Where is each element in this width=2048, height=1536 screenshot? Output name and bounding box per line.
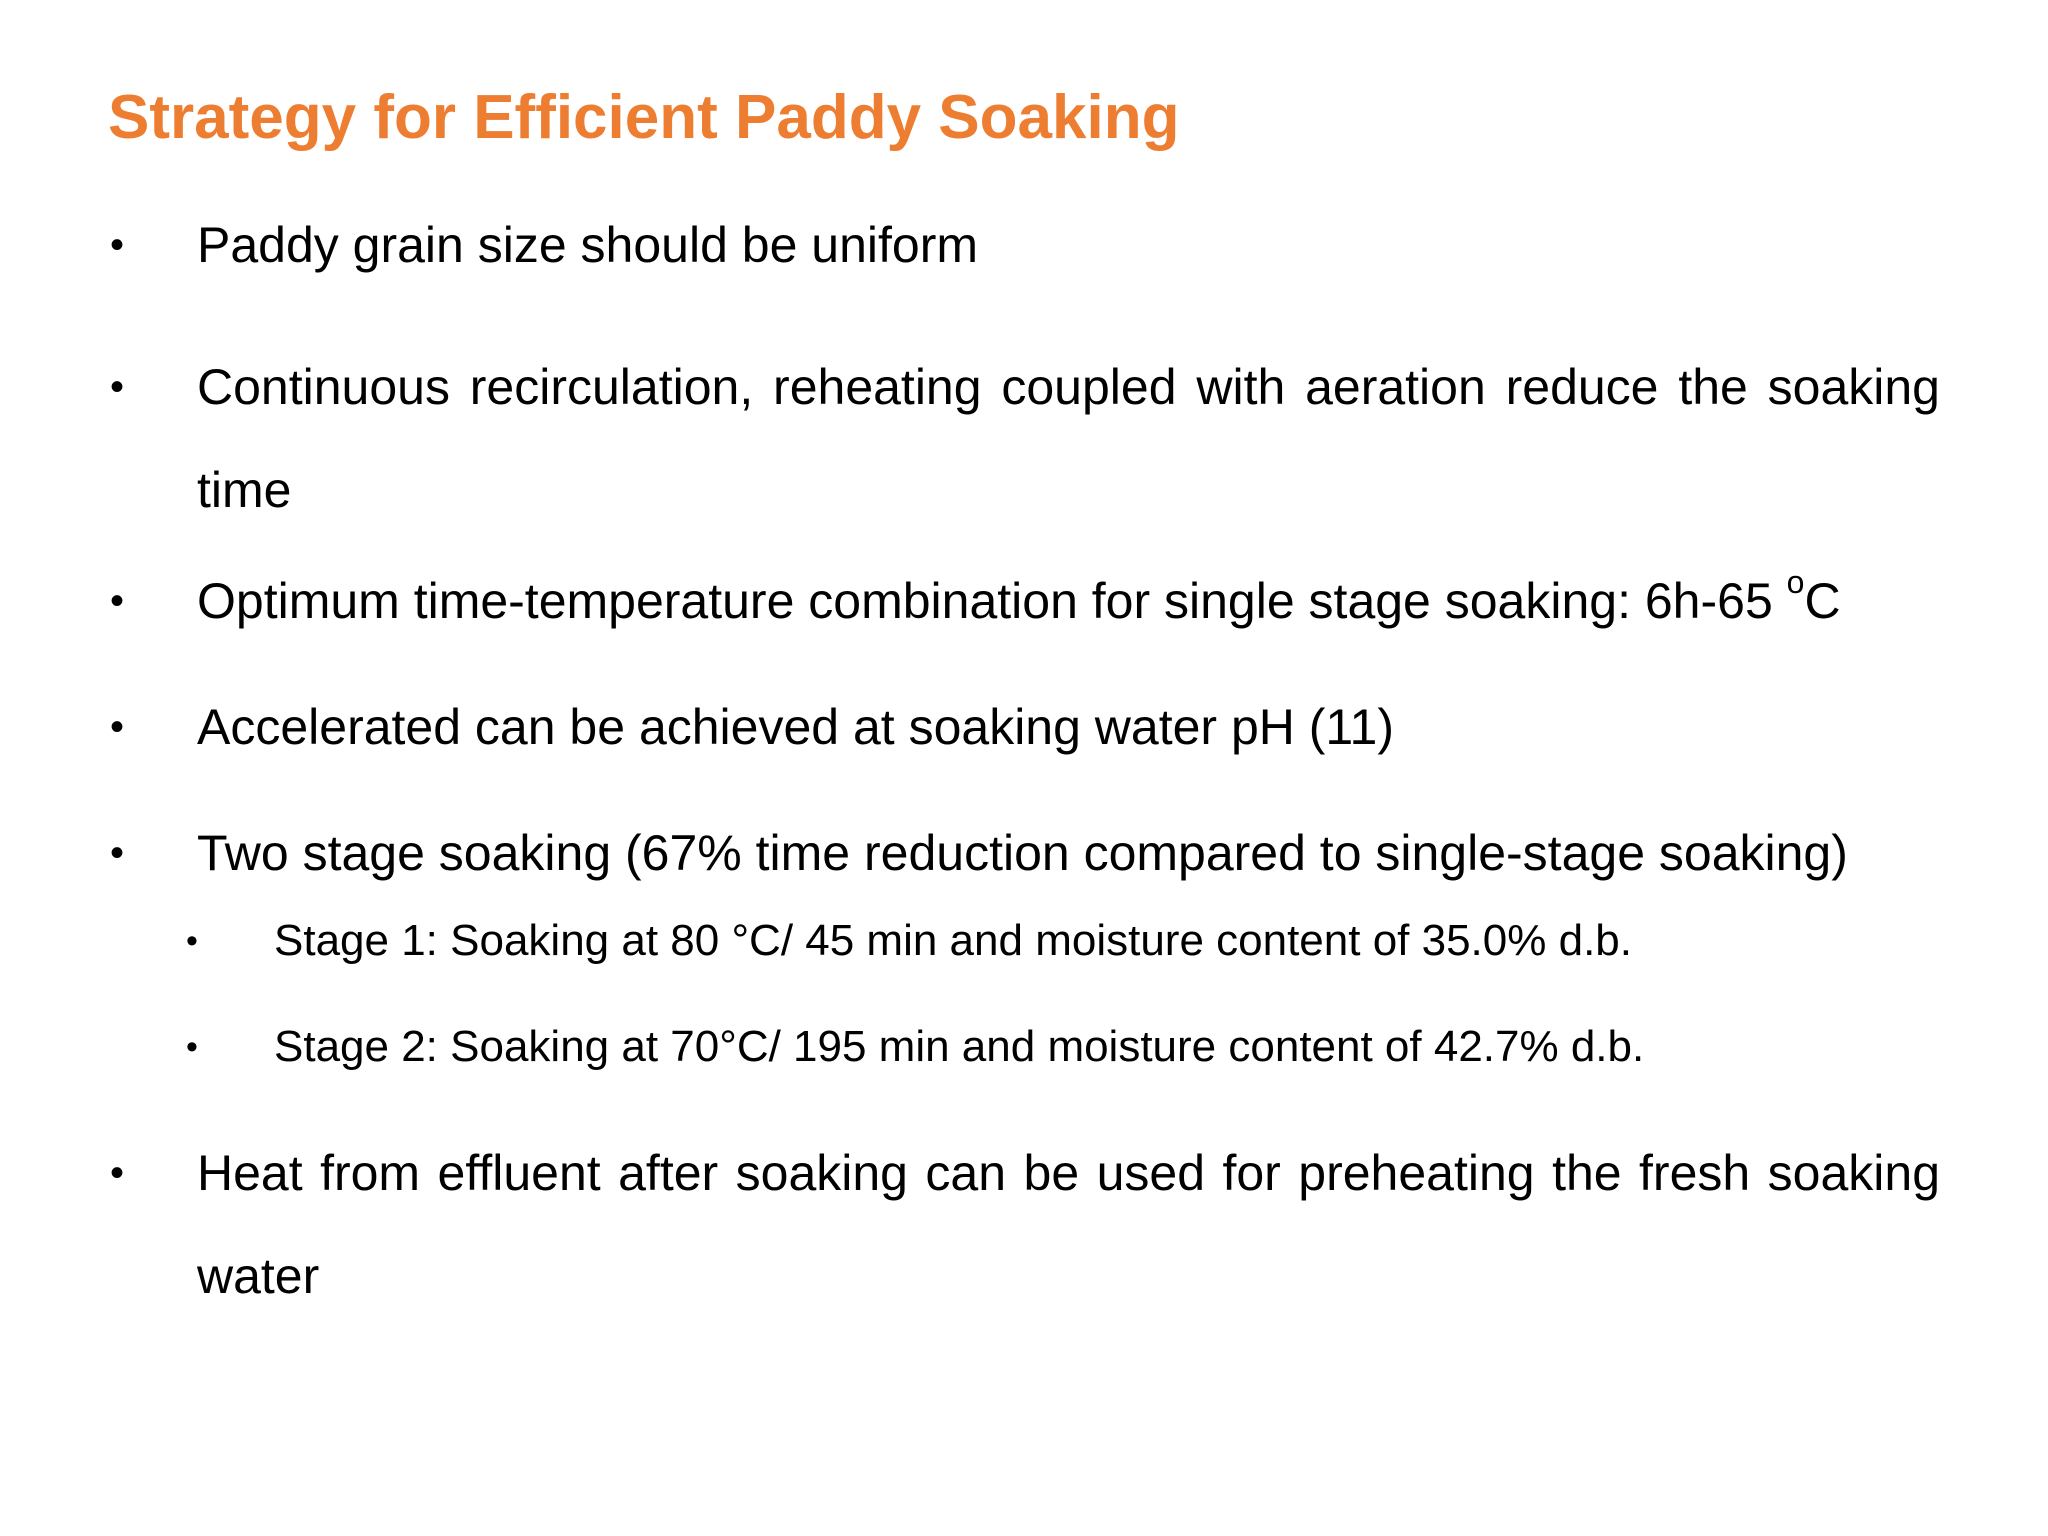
list-item xyxy=(108,566,1940,636)
list-item-text: Two stage soaking (67% time reduction compared to single-stage soaking) xyxy=(197,825,1848,881)
bullet-icon: • xyxy=(110,831,125,875)
list-item xyxy=(108,692,1940,762)
bullet-icon: • xyxy=(186,1028,198,1066)
list-item xyxy=(108,1122,1940,1328)
list-item xyxy=(108,336,1940,542)
bullet-icon: • xyxy=(110,705,125,749)
sub-list-item xyxy=(108,910,1940,972)
list-item-text: Accelerated can be achieved at soaking water pH (11) xyxy=(197,699,1394,755)
list-item-text: Continuous recirculation, reheating coupled with aeration reduce the soaking time xyxy=(197,359,1940,518)
list-item-text: Optimum time-temperature combination for single stage soaking: 6h-65 xyxy=(197,573,1787,629)
list-item xyxy=(108,210,1940,280)
slide-title: Strategy for Efficient Paddy Soaking xyxy=(108,83,1180,152)
bullet-icon: • xyxy=(110,223,125,267)
bullet-icon: • xyxy=(186,922,198,960)
bullet-icon: • xyxy=(110,579,125,623)
bullet-icon: • xyxy=(110,365,125,409)
sub-list-item-text: Stage 1: Soaking at 80 °C/ 45 min and moisture content of 35.0% d.b. xyxy=(274,916,1632,965)
bullet-list xyxy=(108,210,1940,1352)
list-item-text: Paddy grain size should be uniform xyxy=(197,217,979,273)
sub-list-item xyxy=(108,1016,1940,1078)
list-item xyxy=(108,818,1940,888)
degree-superscript: o xyxy=(1786,564,1805,600)
list-item-text-unit: C xyxy=(1804,573,1841,629)
sub-list-item-text: Stage 2: Soaking at 70°C/ 195 min and moisture content of 42.7% d.b. xyxy=(274,1022,1645,1071)
list-item-text: Heat from effluent after soaking can be used for preheating the fresh soaking water xyxy=(197,1145,1940,1304)
bullet-icon: • xyxy=(110,1151,125,1195)
